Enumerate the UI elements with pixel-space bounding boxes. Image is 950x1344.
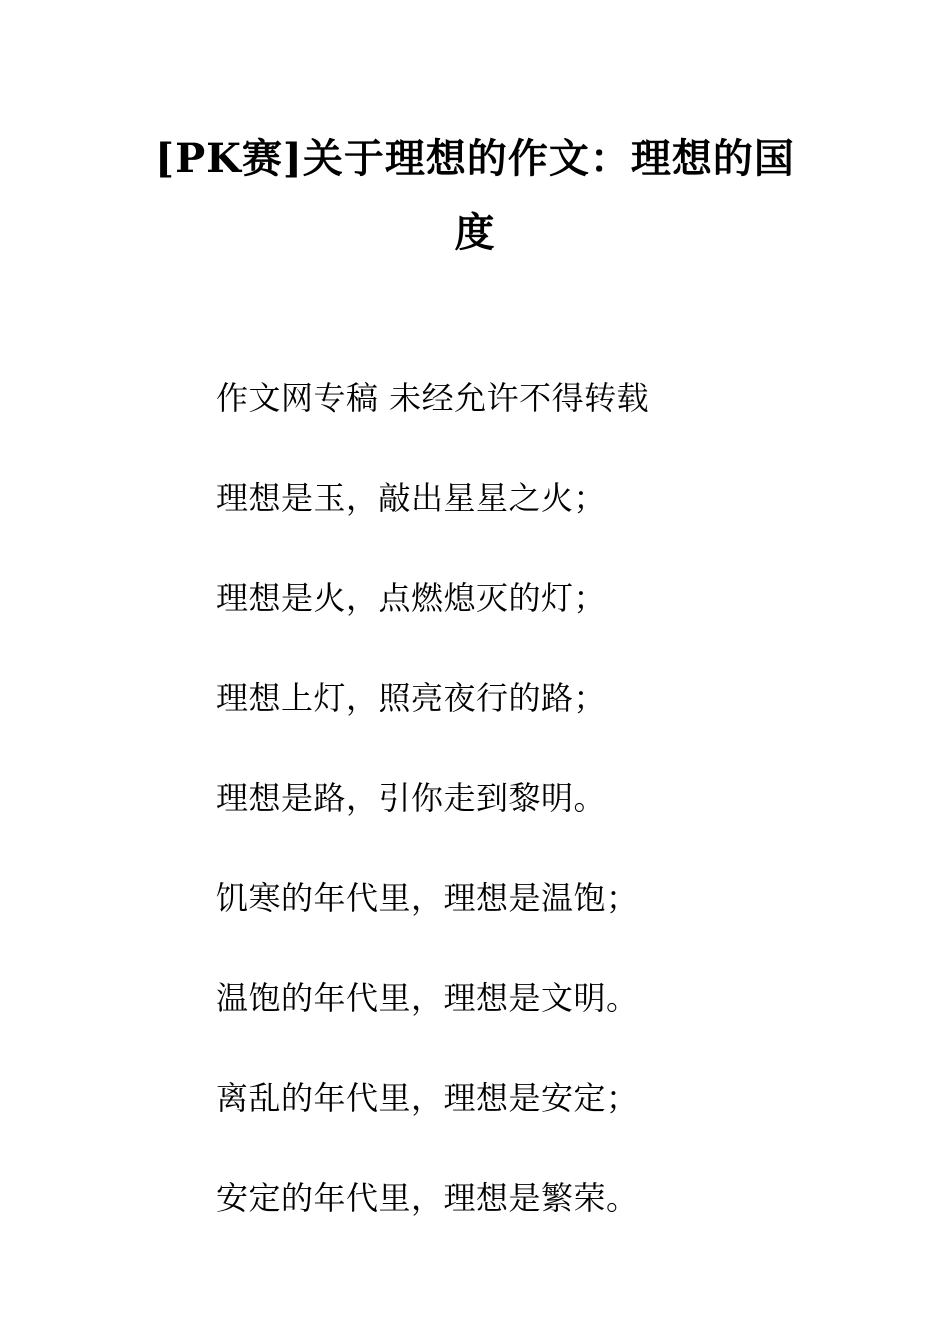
body-line: 理想是玉，敲出星星之火； — [216, 479, 607, 517]
body-line: 离乱的年代里，理想是安定； — [216, 1079, 639, 1117]
body-line: 理想是火，点燃熄灭的灯； — [216, 579, 607, 617]
body-line: 理想是路，引你走到黎明。 — [216, 779, 607, 817]
document-body — [216, 372, 836, 1272]
body-line: 理想上灯，照亮夜行的路； — [216, 679, 607, 717]
document-title: [PK赛]关于理想的作文：理想的国度 — [155, 135, 795, 256]
body-line: 作文网专稿 未经允许不得转载 — [216, 379, 650, 417]
body-line: 安定的年代里，理想是繁荣。 — [216, 1179, 639, 1217]
body-line: 温饱的年代里，理想是文明。 — [216, 979, 639, 1017]
body-line: 饥寒的年代里，理想是温饱； — [216, 879, 639, 917]
